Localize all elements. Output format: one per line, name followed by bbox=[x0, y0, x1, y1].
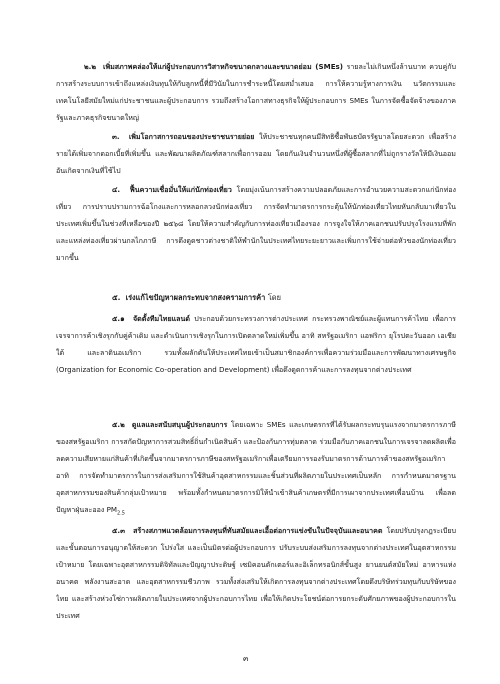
section-5-heading bbox=[112, 289, 281, 306]
section-5-1-body: ประกอบด้วยกระทรวงการต่างประเทศ กระทรวงพาณิชย์และผู้แทนการค้าไทย เพื่อการเจรจาการค้าเชิงรุกกับคู่ค้าเดิม และดำเนินการเชิงรุกในการเปิดตลาดใหม่เพิ่มขึ้น อาทิ สหรัฐอเมริกา แอฟริกา ยุโรปตะวันออก เอเชียใต้ และลาตินอเมริกา รวมทั้งผลักดันให้ประเทศไทยเข้าเป็นสมาชิกองค์การเพื่อความร่วมมือและการพัฒนาทางเศรษฐกิจ (Organization for Economic Co-operation and Development) เพื่อดึงดูดการค้าและการลงทุนจากต่างประเทศ bbox=[56, 314, 456, 374]
section-5-1-title: จัดตั้งทีมไทยแลนด์ bbox=[133, 314, 190, 323]
section-5-suffix: โดย bbox=[267, 293, 281, 302]
section-4-number: ๔. bbox=[112, 185, 121, 194]
section-3-body: ให้ประชาชนทุกคนมีสิทธิซื้อพันธบัตรรัฐบาลโดยสะดวก เพื่อสร้างรายได้เพิ่มจากดอกเบี้ยที่เพิ่มขึ้น และพัฒนาผลิตภัณฑ์สลากเพื่อการออม โดยกันเงินจำนวนหนึ่งที่ผู้ซื้อสลากที่ไม่ถูกรางวัลให้มีเงินออมอันเกิดจากเงินที่ใช้ไป bbox=[56, 132, 456, 175]
section-5-number: ๕. bbox=[112, 293, 121, 302]
section-3-title: เพิ่มโอกาสการถอนของประชาชนรายย่อย bbox=[128, 132, 255, 141]
section-5-title: เร่งแก้ไขปัญหาผลกระทบจากสงครามการค้า bbox=[125, 293, 266, 302]
section-2-2-title: เพิ่มสภาพคล่องให้แก่ผู้ประกอบการวิสาหกิจขนาดกลางและขนาดย่อม (SMEs) bbox=[103, 62, 344, 71]
section-5-1 bbox=[56, 310, 456, 412]
section-5-2 bbox=[56, 416, 456, 518]
section-4 bbox=[56, 181, 456, 283]
section-4-title: ฟื้นความเชื่อมั่นให้แก่นักท่องเที่ยว bbox=[129, 185, 232, 194]
section-3 bbox=[56, 128, 456, 179]
pm-subscript: 2.5 bbox=[117, 510, 125, 517]
section-3-number: ๓. bbox=[112, 132, 120, 141]
section-5-3-number: ๕.๓ bbox=[112, 526, 125, 535]
section-2-2-body: รายละไม่เกินหนึ่งล้านบาท ควบคู่กับการสร้างระบบการเข้าถึงแหล่งเงินทุนให้กับลูกหนี้ที่มีวินัยในการชำระหนี้โดยสม่ำเสมอ การให้ความรู้ทางการเงิน นวัตกรรมและเทคโนโลยีสมัยใหม่แก่ประชาชนและผู้ประกอบการ รวมถึงสร้างโอกาสทางธุรกิจให้ผู้ประกอบการ SMEs ในการจัดซื้อจัดจ้างของภาครัฐและภาคธุรกิจขนาดใหญ่ bbox=[56, 62, 456, 122]
section-5-2-title: ดูแลและสนับสนุนผู้ประกอบการ bbox=[131, 420, 228, 429]
section-5-1-number: ๕.๑ bbox=[112, 314, 125, 323]
section-2-2 bbox=[56, 58, 456, 126]
section-2-2-number: ๒.๒ bbox=[84, 62, 97, 71]
section-5-3-body: โดยปรับปรุงกฎระเบียบและขั้นตอนการอนุญาตให้สะดวก โปร่งใส และเป็นมิตรต่อผู้ประกอบการ ปรับระบบส่งเสริมการลงทุนจากต่างประเทศในอุตสาหกรรมเป้าหมาย โดยเฉพาะอุตสาหกรรมดิจิทัลและปัญญาประดิษฐ์ เซมิคอนดักเตอร์และอิเล็กทรอนิกส์ขั้นสูง ยานยนต์สมัยใหม่ อาหารแห่งอนาคต พลังงานสะอาด และอุตสาหกรรมชีวภาพ รวมทั้งส่งเสริมให้เกิดการลงทุนจากต่างประเทศโดยดึงบริษัทร่วมทุนกับบริษัทของไทย และสร้างห่วงโซ่การผลิตภายในประเทศจากผู้ประกอบการไทย เพื่อให้เกิดประโยชน์ต่อการยกระดับศักยภาพของผู้ประกอบการในประเทศ bbox=[56, 526, 456, 620]
section-5-3 bbox=[56, 522, 456, 642]
page-number: ๓ bbox=[243, 654, 249, 663]
section-5-3-title: สร้างสภาพแวดล้อมการลงทุนที่ทันสมัยและเอื้อต่อการแข่งขันในปัจจุบันและอนาคต bbox=[133, 526, 383, 535]
section-5-2-body: โดยเฉพาะ SMEs และเกษตรกรที่ได้รับผลกระทบรุนแรงจากมาตรการภาษีของสหรัฐอเมริกา การสกัดปัญหาการสวมสิทธิ์ถิ่นกำเนิดสินค้า และป้องกันการทุ่มตลาด ร่วมมือกับภาคเอกชนในการเจรจาลดผลิตเพื่อลดความเสียหายแก่สินค้าที่เกิดขึ้นจากมาตรการภาษีของสหรัฐอเมริกาเพื่อเตรียมการรองรับมาตรการด้านการค้าของสหรัฐอเมริกา อาทิ การจัดทำมาตรการในการส่งเสริมการใช้สินค้าอุตสาหกรรมและชิ้นส่วนที่ผลิตภายในประเทศเป็นหลัก การกำหนดมาตรฐานอุตสาหกรรมของสินค้ากลุ่มเป้าหมาย พร้อมทั้งกำหนดมาตรการมิให้นำเข้าสินค้าเกษตรที่มีการเผาจากประเทศเพื่อนบ้าน เพื่อลดปัญหาฝุ่นละออง PM bbox=[56, 420, 456, 514]
section-4-body: โดยมุ่งเน้นการสร้างความปลอดภัยและการอำนวยความสะดวกแก่นักท่องเที่ยว การปราบปรามการฉ้อโกงและการหลอกลวงนักท่องเที่ยว การจัดทำมาตรการกระตุ้นให้นักท่องเที่ยวไทยหันกลับมาเที่ยวในประเทศเพิ่มขึ้นในช่วงที่เหลือของปี ๒๕๖๘ โดยให้ความสำคัญกับการท่องเที่ยวเมืองรอง การจูงใจให้ภาคเอกชนปรับปรุงโรงแรมที่พักและแหล่งท่องเที่ยวผ่านกลไกภาษี การดึงดูดชาวต่างชาติให้พำนักในประเทศไทยระยะยาวและเพิ่มการใช้จ่ายต่อหัวของนักท่องเที่ยวมากขึ้น bbox=[56, 185, 456, 262]
section-5-2-number: ๕.๒ bbox=[112, 420, 125, 429]
